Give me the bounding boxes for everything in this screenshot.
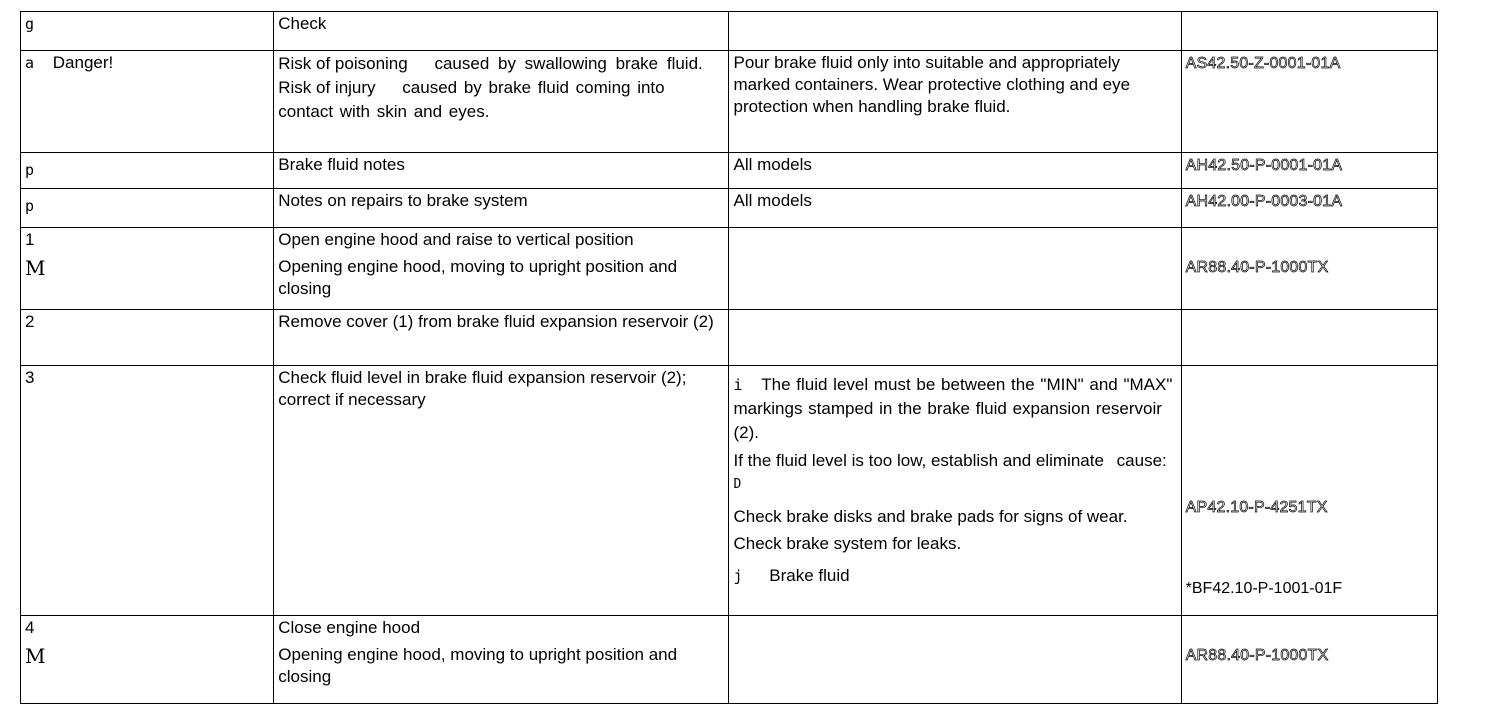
hood-close-ref-link[interactable]: AR88.40-P-1000TX (1185, 647, 1329, 664)
step-subtext: Opening engine hood, moving to upright position and closing (278, 645, 678, 686)
danger-text-1: Risk of poisoning (278, 54, 408, 73)
remark-cell (729, 12, 1181, 51)
step-number: 2 (25, 312, 35, 331)
step-number: 4 (25, 618, 35, 637)
remark-cell (729, 51, 1181, 153)
info-block (733, 373, 1176, 445)
low-level-block (733, 450, 1176, 496)
table-row (21, 51, 1438, 153)
row-text: Check (278, 14, 327, 33)
mechanical-icon: M (25, 256, 46, 280)
leaks-text: Check brake system for leaks. (733, 534, 962, 553)
diagnosis-icon: D (733, 477, 742, 492)
step-number: 3 (25, 368, 35, 387)
disks-text: Check brake disks and brake pads for signs of wear. (733, 507, 1128, 526)
hood-ref-link[interactable]: AR88.40-P-1000TX (1185, 259, 1329, 276)
ref-cell (1181, 616, 1437, 704)
danger-text-3: Risk of injury (278, 78, 376, 97)
text-cell (274, 616, 729, 704)
table-row (21, 189, 1438, 228)
step-text: Close engine hood (278, 618, 421, 637)
text-cell (274, 51, 729, 153)
procedure-table (20, 11, 1438, 704)
info-text: The fluid level must be between the "MIN" and "MAX" markings stamped in the brake fluid expansion reservoir (2). (733, 375, 1173, 442)
fluid-block (733, 565, 1176, 587)
remark-cell (729, 366, 1181, 616)
danger-icon: a (25, 54, 35, 72)
ref-cell (1181, 366, 1437, 616)
row-text: Notes on repairs to brake system (278, 191, 528, 210)
fluid-spec-icon: j (733, 567, 743, 585)
info-icon: i (733, 376, 743, 394)
table-row (21, 310, 1438, 366)
ref-cell (1181, 189, 1437, 228)
table-row (21, 366, 1438, 616)
ref-cell (1181, 228, 1437, 310)
danger-label: Danger! (52, 53, 114, 72)
step-text: Open engine hood and raise to vertical position (278, 230, 634, 249)
ref-cell (1181, 51, 1437, 153)
check-icon: g (25, 15, 35, 33)
symbol-cell (21, 51, 274, 153)
table-row (21, 616, 1438, 704)
notes-icon: p (25, 197, 35, 215)
table-row (21, 12, 1438, 51)
ref-cell (1181, 153, 1437, 189)
danger-ref-link[interactable]: AS42.50-Z-0001-01A (1185, 55, 1341, 72)
remark-cell (729, 189, 1181, 228)
remark-cell (729, 616, 1181, 704)
danger-text-2: caused by swallowing brake fluid. (434, 54, 703, 73)
notes-ref-link[interactable]: AH42.50-P-0001-01A (1185, 157, 1343, 174)
ref-cell (1181, 12, 1437, 51)
step-text: Check fluid level in brake fluid expansion reservoir (2); correct if necessary (278, 368, 687, 409)
step-cell (21, 310, 274, 366)
danger-remark: Pour brake fluid only into suitable and appropriately marked containers. Wear protective clothing and eye protection when handling brake fluid. (733, 53, 1131, 116)
fluid-text: Brake fluid (769, 566, 850, 585)
table-row (21, 153, 1438, 189)
step-subtext: Opening engine hood, moving to upright position and closing (278, 257, 678, 298)
step-text: Remove cover (1) from brake fluid expansion reservoir (2) (278, 312, 714, 331)
text-cell (274, 366, 729, 616)
step-cell (21, 228, 274, 310)
notes-icon: p (25, 161, 35, 179)
disks-ref-link[interactable]: AP42.10-P-4251TX (1185, 499, 1328, 516)
symbol-cell (21, 12, 274, 51)
danger-text-4: caused by brake fluid coming into contact with skin and eyes. (278, 78, 665, 121)
low-level-text: If the fluid level is too low, establish and eliminate (733, 451, 1104, 470)
row-remark: All models (733, 155, 812, 174)
remark-cell (729, 310, 1181, 366)
step-number: 1 (25, 230, 35, 249)
text-cell (274, 153, 729, 189)
remark-cell (729, 153, 1181, 189)
text-cell (274, 310, 729, 366)
symbol-cell (21, 153, 274, 189)
text-cell (274, 228, 729, 310)
row-text: Brake fluid notes (278, 155, 405, 174)
text-cell (274, 12, 729, 51)
row-remark: All models (733, 191, 812, 210)
table-row (21, 228, 1438, 310)
step-cell (21, 616, 274, 704)
fluid-ref-link[interactable]: *BF42.10-P-1001-01F (1185, 580, 1343, 597)
repairs-ref-link[interactable]: AH42.00-P-0003-01A (1185, 193, 1343, 210)
text-cell (274, 189, 729, 228)
mechanical-icon: M (25, 644, 46, 668)
step-cell (21, 366, 274, 616)
ref-cell (1181, 310, 1437, 366)
symbol-cell (21, 189, 274, 228)
remark-cell (729, 228, 1181, 310)
low-level-cause: cause: (1116, 451, 1167, 470)
